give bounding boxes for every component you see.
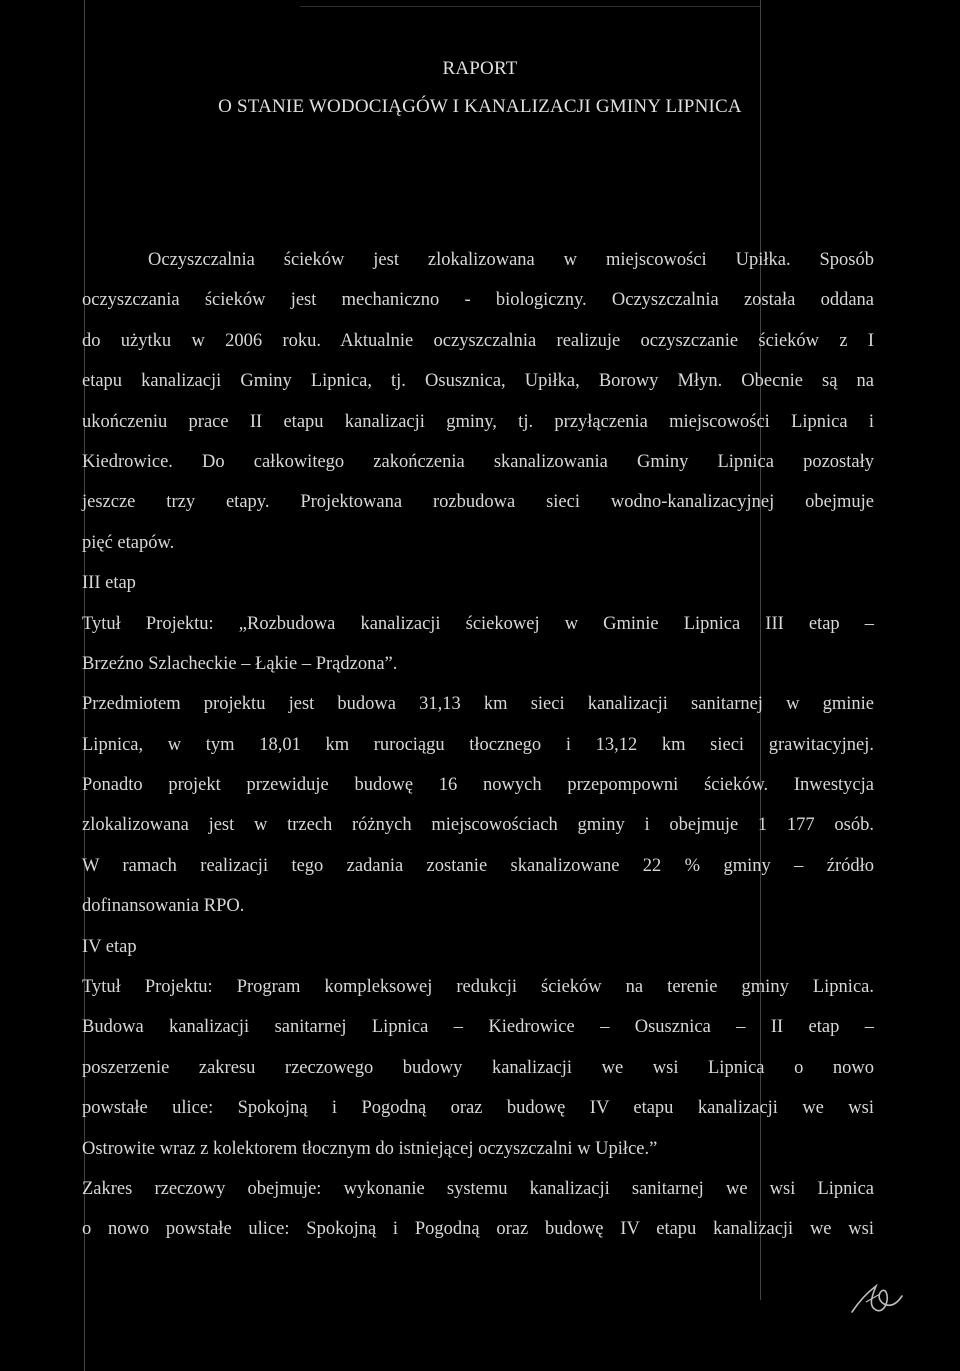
paragraph-line: do użytku w 2006 roku. Aktualnie oczyszczalnia realizuje oczyszczanie ścieków z I bbox=[82, 330, 874, 351]
paragraph-line: Kiedrowice. Do całkowitego zakończenia skanalizowania Gminy Lipnica pozostały bbox=[82, 451, 874, 472]
document-title: RAPORT bbox=[442, 58, 518, 79]
paragraph-line: powstałe ulice: Spokojną i Pogodną oraz budowę IV etapu kanalizacji we wsi bbox=[82, 1098, 874, 1119]
paragraph-line: pięć etapów. bbox=[82, 532, 175, 553]
paragraph-line: Budowa kanalizacji sanitarnej Lipnica – Kiedrowice – Osusznica – II etap – bbox=[82, 1017, 874, 1038]
paragraph-line: ukończeniu prace II etapu kanalizacji gminy, tj. przyłączenia miejscowości Lipnica i bbox=[82, 411, 874, 432]
scan-top-line bbox=[300, 6, 760, 7]
paragraph-line: oczyszczania ścieków jest mechaniczno - biologiczny. Oczyszczalnia została oddana bbox=[82, 290, 874, 311]
document-body bbox=[82, 242, 874, 1252]
paragraph-line: zlokalizowana jest w trzech różnych miejscowościach gminy i obejmuje 1 177 osób. bbox=[82, 815, 874, 836]
document-subtitle: O STANIE WODOCIĄGÓW I KANALIZACJI GMINY LIPNICA bbox=[218, 96, 742, 117]
paragraph-line: Lipnica, w tym 18,01 km rurociągu tłocznego i 13,12 km sieci grawitacyjnej. bbox=[82, 734, 874, 755]
paragraph-line: Tytuł Projektu: „Rozbudowa kanalizacji ściekowej w Gminie Lipnica III etap – bbox=[82, 613, 874, 634]
paragraph-line: Przedmiotem projektu jest budowa 31,13 km sieci kanalizacji sanitarnej w gminie bbox=[82, 694, 874, 715]
paragraph-line: Oczyszczalnia ścieków jest zlokalizowana w miejscowości Upiłka. Sposób bbox=[148, 250, 874, 270]
paragraph-line: Zakres rzeczowy obejmuje: wykonanie systemu kanalizacji sanitarnej we wsi Lipnica bbox=[82, 1178, 874, 1199]
paragraph-line: etapu kanalizacji Gminy Lipnica, tj. Osusznica, Upiłka, Borowy Młyn. Obecnie są na bbox=[82, 371, 874, 392]
paragraph-line: Brzeźno Szlacheckie – Łąkie – Prądzona”. bbox=[82, 653, 398, 674]
paragraph-line: Tytuł Projektu: Program kompleksowej redukcji ścieków na terenie gminy Lipnica. bbox=[82, 977, 874, 998]
paragraph-line: poszerzenie zakresu rzeczowego budowy kanalizacji we wsi Lipnica o nowo bbox=[82, 1057, 874, 1078]
paragraph-line: dofinansowania RPO. bbox=[82, 896, 245, 917]
paragraph-line: Ostrowite wraz z kolektorem tłocznym do istniejącej oczyszczalni w Upiłce.” bbox=[82, 1138, 658, 1159]
section-heading-stage-4: IV etap bbox=[82, 936, 137, 957]
paragraph-line: jeszcze trzy etapy. Projektowana rozbudowa sieci wodno-kanalizacyjnej obejmuje bbox=[82, 492, 874, 513]
section-heading-stage-3: III etap bbox=[82, 573, 136, 594]
paragraph-line: Ponadto projekt przewiduje budowę 16 nowych przepompowni ścieków. Inwestycja bbox=[82, 775, 874, 796]
paragraph-line: o nowo powstałe ulice: Spokojną i Pogodną oraz budowę IV etapu kanalizacji we wsi bbox=[82, 1219, 874, 1240]
paragraph-line: W ramach realizacji tego zadania zostanie skanalizowane 22 % gminy – źródło bbox=[82, 855, 874, 876]
signature-initials-icon bbox=[846, 1272, 906, 1322]
